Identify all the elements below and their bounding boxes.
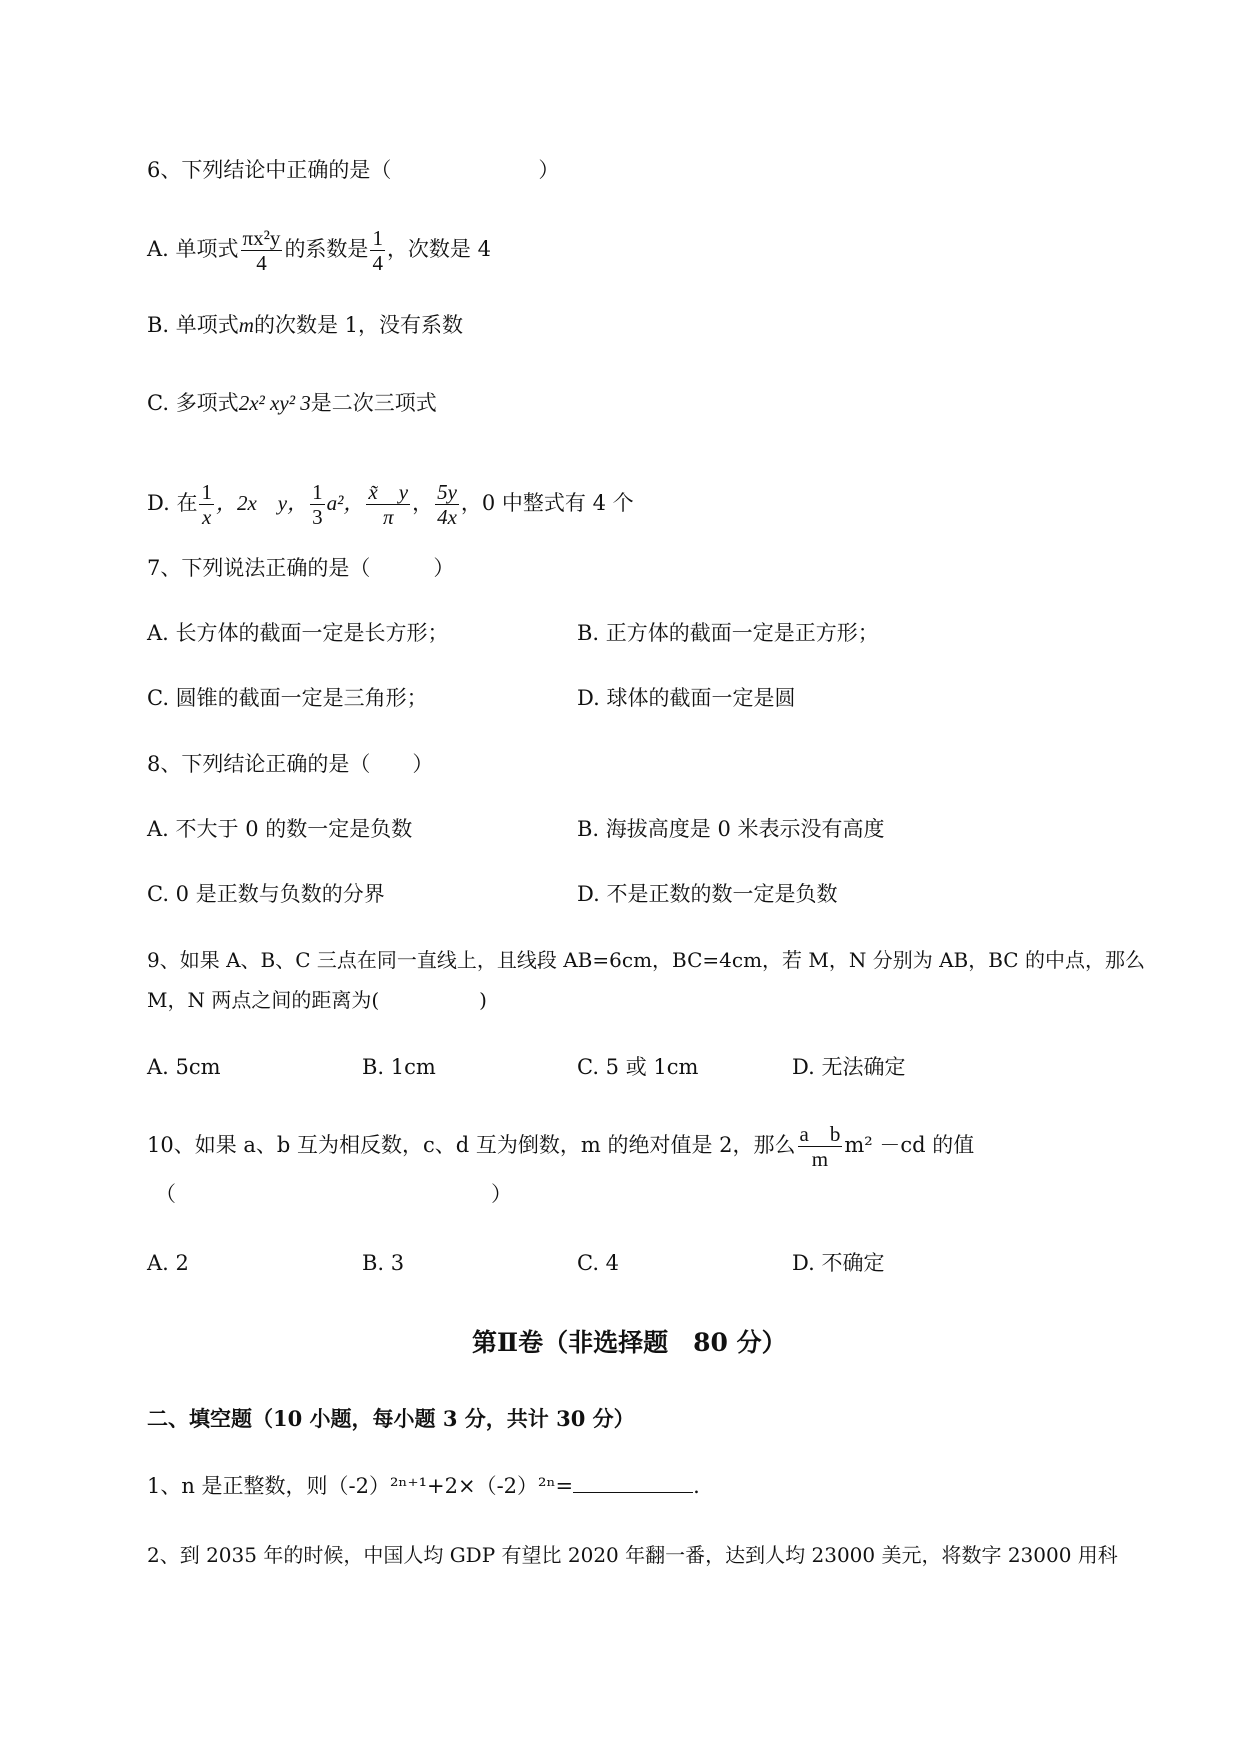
question-10-option-b: B. 3	[362, 1251, 405, 1275]
question-10-stem	[147, 1122, 974, 1171]
fraction	[435, 480, 459, 529]
question-text: 10、如果 a、b 互为相反数，c、d 互为倒数，m 的绝对值是 2，那么	[147, 1133, 796, 1157]
question-6-stem: 6、下列结论中正确的是（ ）	[147, 158, 560, 182]
option-letter: D.	[147, 491, 170, 515]
question-6-option-b	[147, 311, 463, 339]
question-text: 1、n 是正整数，则（-2）²ⁿ⁺¹+2×（-2）²ⁿ=	[147, 1474, 574, 1498]
denominator: x	[202, 505, 212, 529]
fraction	[798, 1122, 843, 1171]
option-letter: A.	[147, 237, 169, 261]
option-letter: C.	[147, 391, 169, 415]
option-text: 单项式	[175, 237, 239, 261]
option-text: ，0 中整式有 4 个	[460, 491, 634, 515]
numerator: 1	[312, 480, 323, 504]
option-text: 的次数是 1，没有系数	[253, 313, 464, 337]
question-7-stem: 7、下列说法正确的是（ ）	[147, 556, 455, 580]
denominator: 4	[372, 251, 383, 275]
denominator: 3	[312, 505, 323, 529]
question-8-option-b: B. 海拔高度是 0 米表示没有高度	[577, 817, 885, 841]
part-2-title: 第Ⅱ卷（非选择题 80 分）	[472, 1328, 787, 1357]
question-text: .	[693, 1474, 700, 1498]
denominator: π	[382, 505, 394, 529]
question-7-option-d: D. 球体的截面一定是圆	[577, 686, 796, 710]
expression: a²，	[326, 491, 365, 515]
option-text: 是二次三项式	[310, 391, 437, 415]
fraction	[370, 226, 385, 275]
answer-blank	[573, 1472, 693, 1493]
question-10-option-c: C. 4	[577, 1251, 620, 1275]
fill-question-2: 2、到 2035 年的时候，中国人均 GDP 有望比 2020 年翻一番，达到人均 23000 美元，将数字 23000 用科	[147, 1543, 1118, 1567]
fraction	[310, 480, 325, 529]
question-6-option-d: D. 在 $\frac{1}{x}$ ，2x y， $\frac{1}{3}$ a²， $\frac{x̃ y}{\pi}$ ， $\frac{5y}{4x}$ ，0 中整式有 4 个	[147, 480, 634, 529]
option-text: 的系数是	[284, 237, 369, 261]
question-9-option-c: C. 5 或 1cm	[577, 1055, 699, 1079]
option-text: 多项式	[175, 391, 239, 415]
numerator: πx²y	[242, 226, 281, 250]
numerator: 1	[201, 480, 212, 504]
question-8-option-a: A. 不大于 0 的数一定是负数	[147, 817, 413, 841]
question-7-option-b: B. 正方体的截面一定是正方形；	[577, 621, 879, 645]
numerator: a b	[799, 1122, 841, 1146]
question-9-option-a: A. 5cm	[147, 1055, 221, 1079]
expression: ，2x y，	[215, 491, 309, 515]
fill-question-1	[147, 1472, 700, 1500]
question-6-option-c	[147, 389, 437, 417]
question-10-paren: （ ）	[155, 1182, 512, 1206]
fraction	[199, 480, 214, 529]
denominator: 4	[256, 251, 267, 275]
question-8-option-c: C. 0 是正数与负数的分界	[147, 882, 385, 906]
variable: m	[238, 313, 254, 337]
numerator: 1	[372, 226, 383, 250]
question-9-option-d: D. 无法确定	[792, 1055, 906, 1079]
option-text: ，次数是 4	[386, 237, 491, 261]
question-text: m² －cd 的值	[844, 1133, 975, 1157]
option-letter: B.	[147, 313, 170, 337]
question-10-option-a: A. 2	[147, 1251, 189, 1275]
question-7-option-a: A. 长方体的截面一定是长方形；	[147, 621, 449, 645]
numerator: 5y	[437, 480, 457, 504]
question-8-stem: 8、下列结论正确的是（ ）	[147, 752, 434, 776]
fraction	[366, 480, 410, 529]
question-9-option-b: B. 1cm	[362, 1055, 436, 1079]
fraction	[241, 226, 283, 275]
numerator: x̃ y	[368, 480, 409, 504]
question-6-option-a	[147, 226, 491, 275]
denominator: m	[811, 1147, 829, 1171]
question-9-stem-line1: 9、如果 A、B、C 三点在同一直线上，且线段 AB=6cm，BC=4cm，若 M，N 分别为 AB，BC 的中点，那么	[147, 948, 1145, 972]
expression: 2x² xy² 3	[238, 391, 311, 415]
question-8-option-d: D. 不是正数的数一定是负数	[577, 882, 838, 906]
denominator: 4x	[437, 505, 457, 529]
question-9-stem-line2: M，N 两点之间的距离为( )	[147, 988, 487, 1012]
option-text: 在	[176, 491, 198, 515]
section-fill-in-heading: 二、填空题（10 小题，每小题 3 分，共计 30 分）	[147, 1406, 635, 1431]
question-7-option-c: C. 圆锥的截面一定是三角形；	[147, 686, 428, 710]
question-10-option-d: D. 不确定	[792, 1251, 885, 1275]
option-text: 单项式	[175, 313, 239, 337]
